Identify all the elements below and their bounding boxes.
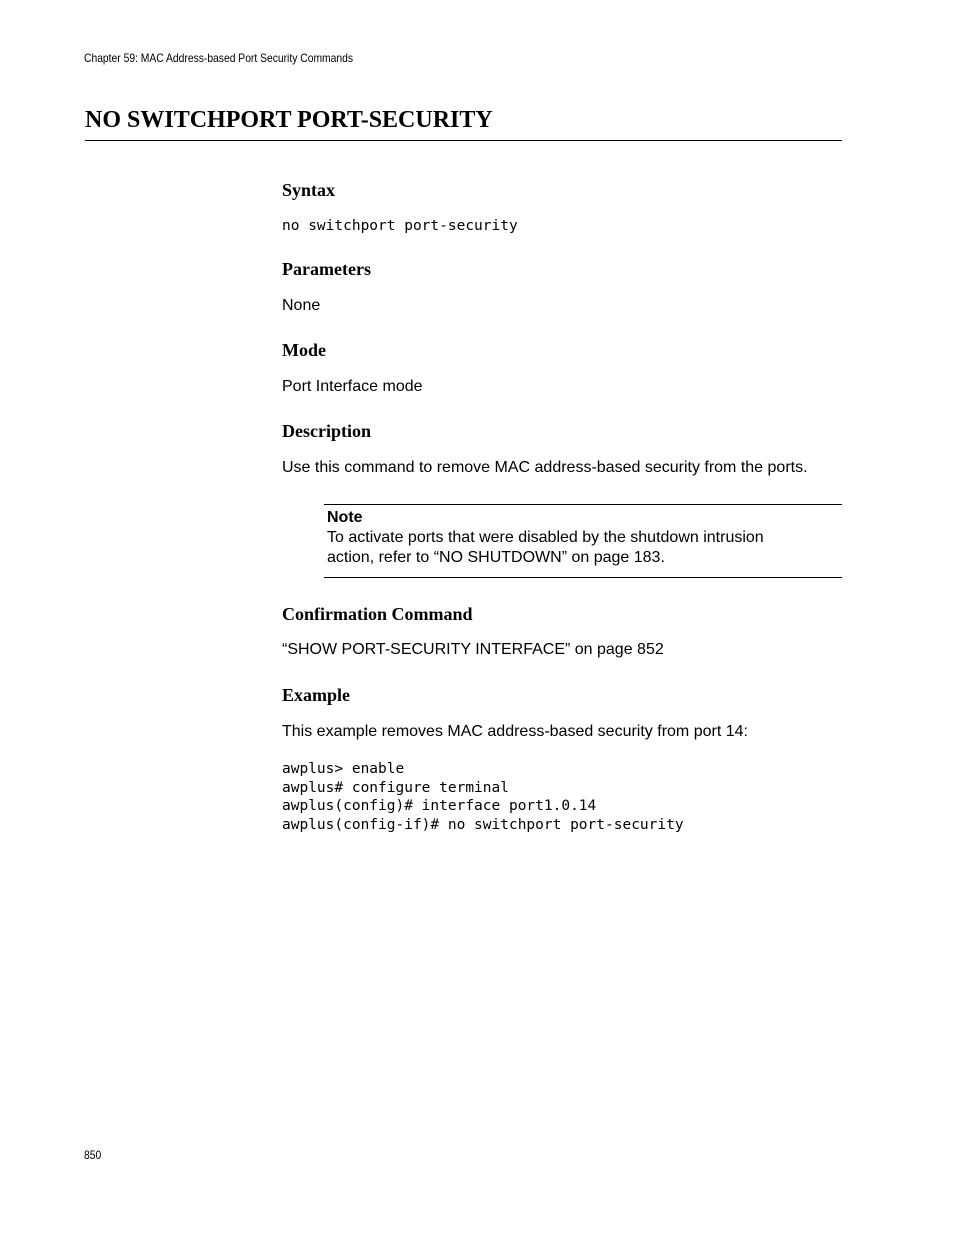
title-rule bbox=[85, 140, 842, 141]
example-code-line: awplus# configure terminal bbox=[282, 780, 509, 796]
note-label: Note bbox=[327, 509, 363, 526]
example-code-line: awplus(config-if)# no switchport port-security bbox=[282, 817, 684, 833]
syntax-command: no switchport port-security bbox=[282, 218, 518, 234]
note-line: action, refer to “NO SHUTDOWN” on page 183. bbox=[327, 549, 665, 566]
example-intro: This example removes MAC address-based security from port 14: bbox=[282, 723, 748, 740]
confirmation-heading: Confirmation Command bbox=[282, 604, 473, 624]
mode-heading: Mode bbox=[282, 340, 326, 360]
page-number: 850 bbox=[84, 1148, 102, 1162]
note-box bbox=[324, 504, 842, 578]
note-line: To activate ports that were disabled by the shutdown intrusion bbox=[327, 529, 764, 546]
confirmation-link[interactable]: “SHOW PORT-SECURITY INTERFACE” on page 852 bbox=[282, 641, 664, 658]
running-header: Chapter 59: MAC Address-based Port Security Commands bbox=[84, 51, 354, 65]
page-title: NO SWITCHPORT PORT-SECURITY bbox=[85, 107, 493, 133]
syntax-heading: Syntax bbox=[282, 180, 336, 200]
example-code-line: awplus> enable bbox=[282, 761, 405, 777]
description-text: Use this command to remove MAC address-based security from the ports. bbox=[282, 459, 808, 476]
parameters-heading: Parameters bbox=[282, 259, 371, 279]
example-heading: Example bbox=[282, 685, 351, 705]
example-code-line: awplus(config)# interface port1.0.14 bbox=[282, 798, 597, 814]
mode-text: Port Interface mode bbox=[282, 378, 423, 395]
parameters-text: None bbox=[282, 297, 321, 314]
description-heading: Description bbox=[282, 421, 371, 441]
